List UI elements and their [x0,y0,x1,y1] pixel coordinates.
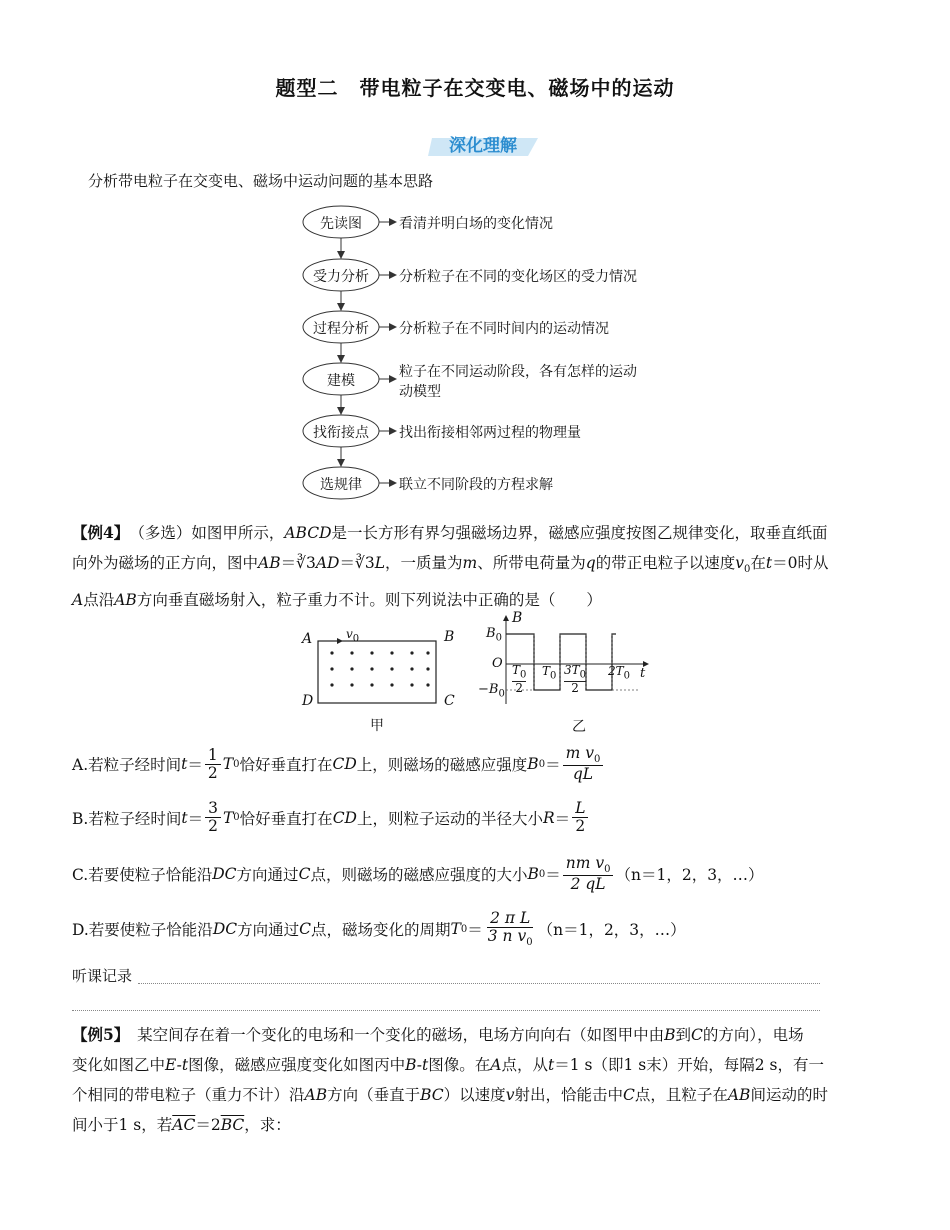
tick-2T0 [608,664,630,681]
text: 的带正电粒子以速度 [595,554,736,572]
numerator: 1 [205,747,221,765]
math: DC [212,920,238,939]
text: ，一质量为 [385,554,463,572]
example4-stem [72,518,882,615]
label-origin: O [492,656,503,671]
text: 方向通过 [237,921,300,940]
figure-jia-caption: 甲 [370,718,384,734]
text: 、所带电荷量为 [477,554,586,572]
label-B: B [444,629,455,645]
math: q [585,554,596,572]
tick-sub: 0 [623,670,631,682]
fraction [563,745,604,783]
text: （n＝1，2，3，…） [537,921,686,940]
subscript: 0 [538,868,546,880]
text: 点，则磁场的磁感应强度的大小 [310,866,528,885]
label-negB0: −B [478,682,499,697]
text: 上，则粒子运动的半径大小 [356,809,543,828]
math: A [490,1056,502,1074]
math: AD [315,554,340,572]
math: AB [258,554,281,572]
math: T [450,920,461,939]
denominator: 2 [208,817,218,836]
subscript: 0 [604,864,611,876]
flow-node-label: 过程分析 [313,321,369,337]
math: ABCD [284,524,332,542]
tick-T: T [512,663,521,677]
flowchart [295,200,675,505]
math: C [690,1026,703,1044]
label-B0: B [486,626,496,641]
option-A[interactable] [72,745,605,783]
text: 方向（垂直于 [327,1086,421,1104]
fraction [485,910,536,948]
label-A: A [302,631,313,647]
text: 到 [675,1026,691,1044]
label-C: C [444,693,455,709]
math: B [664,1026,676,1044]
math: t [765,554,773,572]
tick-den: 2 [571,680,579,695]
tick-sub: 0 [520,669,527,681]
text: 的方向），电场 [702,1026,804,1044]
math: t [181,808,188,827]
figure-yi-drawing [482,612,662,712]
text: ，求： [244,1116,291,1134]
math: R [543,808,555,827]
subscript: 0 [526,937,533,949]
text: 点沿 [83,591,115,610]
banner-text: 深化理解 [449,136,517,156]
math: T [222,755,234,774]
numerator: 2 π L [487,910,533,928]
numerator: L [572,800,588,818]
option-C[interactable] [72,855,764,893]
text: 恰好垂直打在 [239,809,333,828]
text: 恰好垂直打在 [239,756,333,775]
math: L [374,554,386,572]
figure-jia-drawing [298,625,468,715]
text: 向外为磁场的正方向，图中 [72,554,259,572]
axis-label-B: B [512,610,523,626]
example4-tag: （多选） [137,524,192,542]
text: ＝2 [195,1116,221,1134]
text: ＝ [545,866,561,885]
subscript: 0 [460,923,468,935]
label-negB0-sub: 0 [498,688,505,700]
subscript: 0 [538,758,546,770]
text: 个相同的带电粒子（重力不计）沿 [72,1086,305,1104]
banner [428,134,538,160]
math: $\overline{BC}$ [220,1116,245,1134]
notes-line[interactable] [72,1010,820,1011]
text: ＝0时从 [772,554,829,572]
text: 射出，恰能击中 [514,1086,623,1104]
text: 上，则磁场的磁感应强度 [356,756,528,775]
tick-den: 2 [515,680,524,695]
numerator: 3 [205,800,221,818]
math: DC [212,865,237,884]
math: C [622,1086,635,1104]
text: ＝∛3 [339,554,375,572]
subscript: 0 [233,812,240,824]
math: B [527,865,539,884]
text: 如图甲所示， [191,524,285,542]
math: C [299,920,311,939]
text: ＝1 s（即1 s末）开始，每隔2 s，有一 [554,1056,824,1074]
text: 变化如图乙中 [72,1056,166,1074]
math: T [222,808,234,827]
fraction [205,800,221,835]
text: ＝ [545,756,561,775]
tick-T0 [542,664,556,681]
tick-3T0-half [564,664,586,694]
flow-step-desc: 粒子在不同运动阶段，各有怎样的运动 [399,364,637,380]
text: ＝ [187,756,203,775]
label-v-sub: 0 [352,633,360,645]
flow-node-label: 受力分析 [313,269,369,285]
figure-yi [478,610,662,737]
notes-label: 听课记录 [72,967,133,985]
flow-step-desc: 分析粒子在不同时间内的运动情况 [399,321,609,337]
math: A [72,591,84,610]
tick-2T: 2T [608,664,624,678]
text: ）以速度 [443,1086,506,1104]
math: AB [114,591,137,610]
figure-jia [298,625,468,735]
math: C [298,865,311,884]
math: AB [304,1086,328,1104]
flow-step-desc: 联立不同阶段的方程求解 [399,477,553,493]
text: ＝ [467,921,483,940]
axis-label-t: t [640,666,646,681]
text: 图像。在 [428,1056,491,1074]
denominator: qL [572,765,594,784]
math: t [548,1056,555,1074]
text: ＝∛3 [280,554,316,572]
example5-label: 【例5】 [72,1025,122,1044]
flow-node-label: 选规律 [320,477,362,493]
text: 在 [750,554,766,572]
text: 点，磁场变化的周期 [311,921,451,940]
math: v [735,554,744,572]
denominator: 2 [575,817,586,836]
tick-sub: 0 [579,669,587,681]
fraction [205,747,221,782]
text: 间小于1 s，若 [72,1116,173,1134]
text: 是一长方形有界匀强磁场边界，磁感应强度按图乙规律变化，取垂直纸面 [331,524,828,542]
math: $\overline{AC}$ [172,1116,196,1134]
denominator: 2 [207,763,218,782]
math: CD [332,755,357,774]
math: B [527,755,539,774]
text: 点，且粒子在 [634,1086,728,1104]
flow-node-label: 先读图 [320,216,362,232]
text: 某空间存在着一个变化的电场和一个变化的磁场，电场方向向右（如图甲中由 [137,1026,665,1044]
text: 间运动的时 [750,1086,828,1104]
math: v [505,1086,515,1104]
math: B-t [405,1056,429,1074]
tick-T0-half [512,664,526,694]
section-title: 题型二 带电粒子在交变电、磁场中的运动 [275,76,675,100]
flow-step-desc: 看清并明白场的变化情况 [399,216,553,232]
subscript: 0 [743,564,751,576]
option-D[interactable] [72,910,686,948]
text: C.若要使粒子恰能沿 [72,866,213,885]
flow-step-desc: 找出衔接相邻两过程的物理量 [399,425,581,441]
tick-T: T [542,664,551,678]
math: E-t [165,1056,189,1074]
denominator: 2 qL [570,875,606,894]
label-D: D [302,693,314,709]
tick-sub: 0 [550,670,557,682]
flowchart-lines [295,200,675,505]
text: （n＝1，2，3，…） [615,866,764,885]
numerator: m v [565,744,594,762]
math: CD [332,808,357,827]
text: ＝ [554,809,571,828]
math: t [181,755,188,774]
tick-3T: 3T [564,663,580,677]
flow-step-desc: 分析粒子在不同的变化场区的受力情况 [399,269,637,285]
subscript: 0 [593,754,601,766]
flow-step-desc-cont: 动模型 [399,384,441,400]
subscript: 0 [233,758,240,770]
figure-yi-caption: 乙 [572,719,586,735]
flow-node-label: 建模 [327,373,355,389]
fraction [572,800,588,835]
example4-label: 【例4】 [72,523,122,542]
example5-stem [72,1020,882,1140]
numerator: nm v [565,854,605,872]
intro-text: 分析带电粒子在交变电、磁场中运动问题的基本思路 [88,172,434,190]
text: B.若粒子经时间 [72,809,182,828]
text: 方向垂直磁场射入，粒子重力不计。则下列说法中正确的是（ ） [136,591,602,610]
text: 方向通过 [236,866,299,885]
denominator: 3 n v [487,927,527,946]
flow-node-label: 找衔接点 [313,425,369,441]
text: 图像，磁感应强度变化如图丙中 [188,1056,406,1074]
text: 点，从 [501,1056,548,1074]
label-B0-sub: 0 [495,632,502,644]
math: m [462,554,478,572]
text: A.若粒子经时间 [72,756,182,775]
option-B[interactable] [72,800,590,835]
text: ＝ [187,809,204,828]
text: D.若要使粒子恰能沿 [72,921,213,940]
math: BC [420,1086,444,1104]
math: AB [727,1086,751,1104]
notes-line[interactable] [138,983,820,984]
fraction [563,855,614,893]
label-v: v [346,627,353,641]
